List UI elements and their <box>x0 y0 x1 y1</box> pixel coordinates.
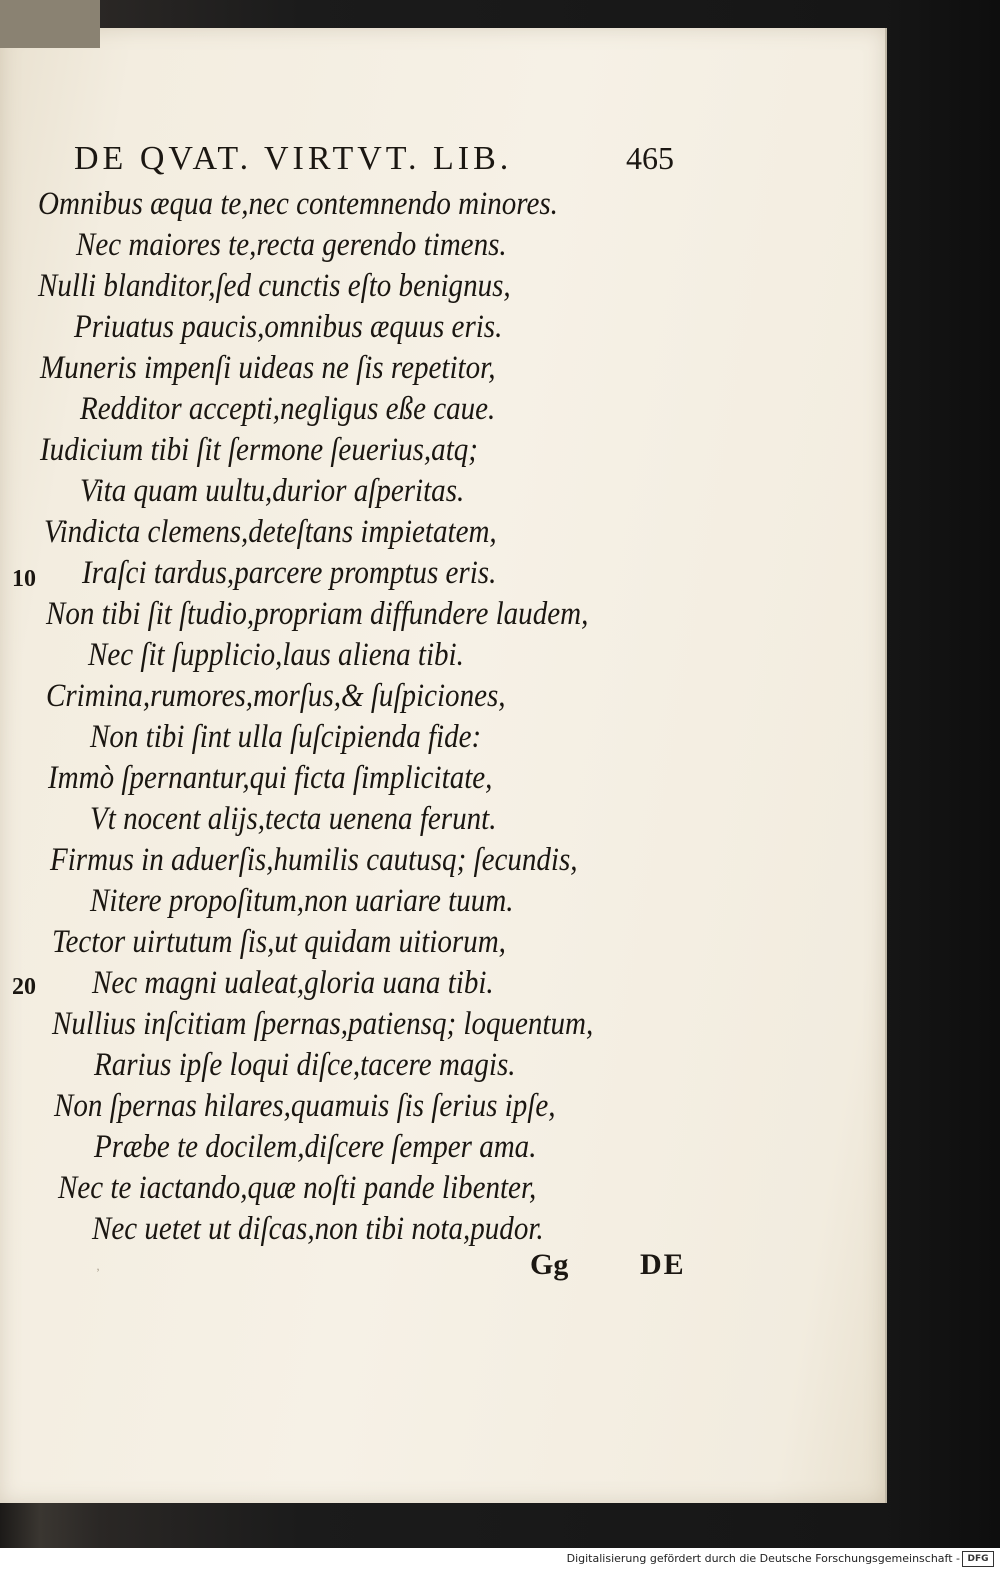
verse-line: Nec te iactando,quæ noſti pande libenter, <box>58 1170 537 1206</box>
verse-line: Crimina,rumores,morſus,& ſuſpiciones, <box>46 678 506 714</box>
verse-line: Rarius ipſe loqui diſce,tacere magis. <box>94 1047 516 1083</box>
line-number-20: 20 <box>12 974 36 1000</box>
footer-credit: Digitalisierung gefördert durch die Deutsche Forschungsgemeinschaft - <box>566 1552 960 1565</box>
verse-line: Nec maiores te,recta gerendo timens. <box>76 227 507 263</box>
verse-line: Nec magni ualeat,gloria uana tibi. <box>92 965 494 1001</box>
verse-line: Vt nocent alijs,tecta uenena ferunt. <box>90 801 497 837</box>
verse-line: Vita quam uultu,durior aſperitas. <box>80 473 465 509</box>
verse-line: Vindicta clemens,deteſtans impietatem, <box>44 514 497 550</box>
verse-line: Non tibi ſint ulla ſuſcipienda fide: <box>90 719 482 755</box>
verse-line: Nitere propoſitum,non uariare tuum. <box>90 883 514 919</box>
running-head: DE QVAT. VIRTVT. LIB. <box>74 140 513 177</box>
verse-line: Priuatus paucis,omnibus æquus eris. <box>74 309 503 345</box>
verse-line: Immò ſpernantur,qui ficta ſimplicitate, <box>48 760 493 796</box>
verse-line: Non tibi ſit ſtudio,propriam diffundere laudem, <box>46 596 589 632</box>
faint-ink-mark: ᾿ <box>95 1265 101 1285</box>
verse-line: Muneris impenſi uideas ne ſis repetitor, <box>40 350 496 386</box>
verse-line: Nec ſit ſupplicio,laus aliena tibi. <box>88 637 464 673</box>
dfg-logo-icon: DFG <box>962 1551 994 1567</box>
verse-line: Nulli blanditor,ſed cunctis eſto benignus, <box>38 268 511 304</box>
verse-line: Iraſci tardus,parcere promptus eris. <box>82 555 497 591</box>
verse-line: Præbe te docilem,diſcere ſemper ama. <box>94 1129 537 1165</box>
line-number-10: 10 <box>12 566 36 592</box>
verse-line: Omnibus æqua te,nec contemnendo minores. <box>38 186 558 222</box>
page-edge-tab <box>0 0 100 48</box>
verse-line: Firmus in aduerſis,humilis cautusq; ſecundis, <box>50 842 578 878</box>
page-number: 465 <box>626 140 674 176</box>
verse-line: Nec uetet ut diſcas,non tibi nota,pudor. <box>92 1211 544 1247</box>
catchword: DE <box>640 1248 686 1281</box>
signature-mark: Gg <box>530 1248 569 1281</box>
verse-line: Nullius inſcitiam ſpernas,patiensq; loquentum, <box>52 1006 594 1042</box>
verse-line: Redditor accepti,negligus eße caue. <box>80 391 496 427</box>
verse-line: Iudicium tibi ſit ſermone ſeuerius,atq; <box>40 432 478 468</box>
verse-line: Non ſpernas hilares,quamuis ſis ſerius ipſe, <box>54 1088 556 1124</box>
verse-line: Tector uirtutum ſis,ut quidam uitiorum, <box>52 924 506 960</box>
